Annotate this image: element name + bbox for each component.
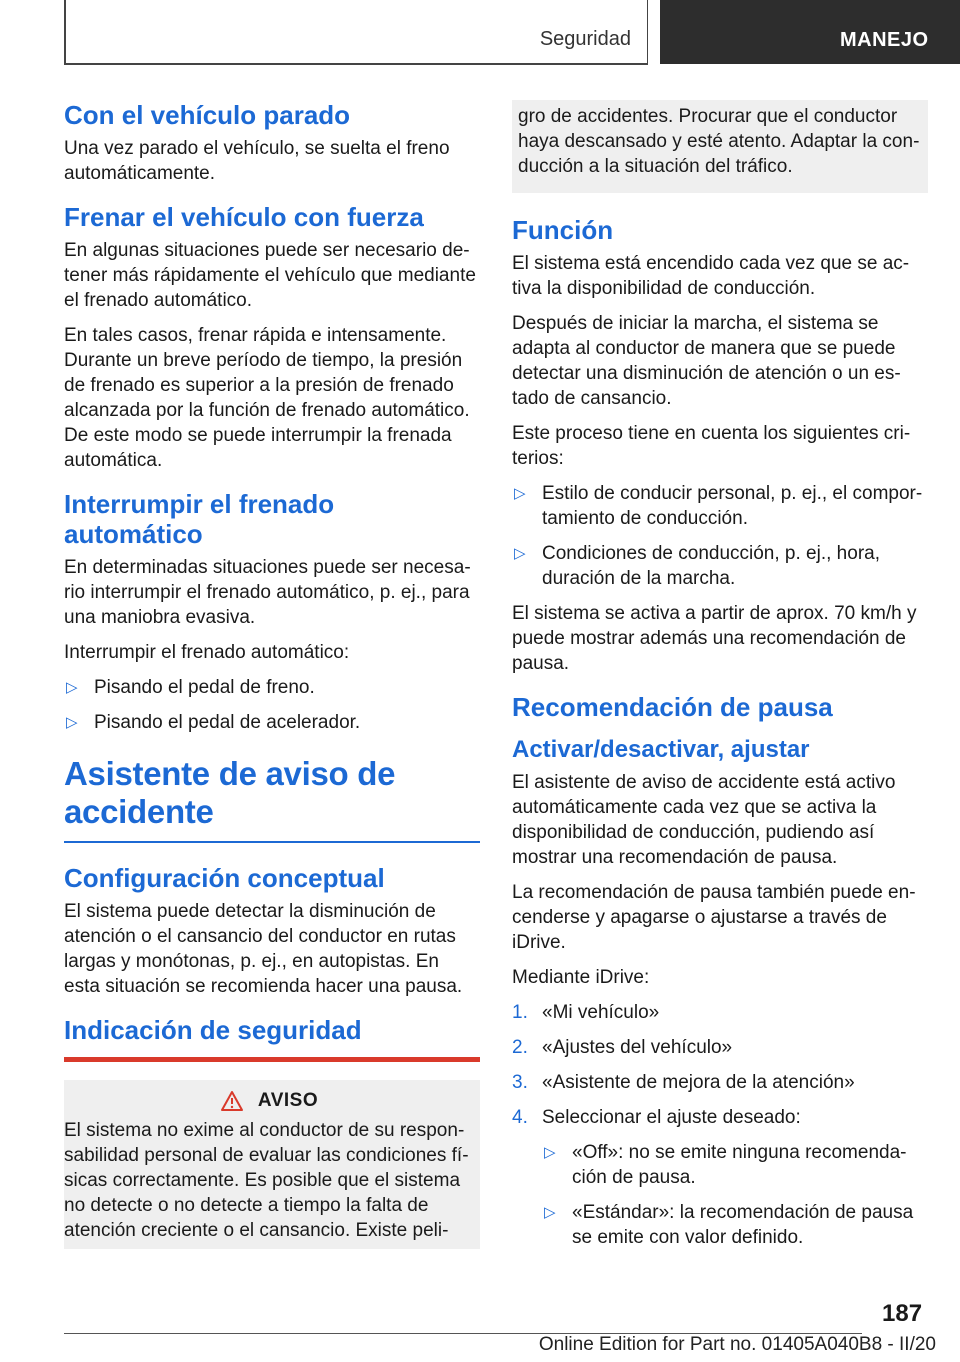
- section-title-brake-hard: Frenar el vehículo con fuerza: [64, 202, 424, 232]
- warning-box-continued: [512, 100, 928, 193]
- list-item: ▷ «Estándar»: la recomendación de pausa se emite con valor definido.: [544, 1202, 914, 1248]
- warning-triangle-icon: [220, 1090, 244, 1112]
- paragraph: En determinadas situaciones puede ser necesario interrumpir el frenado automático, p. ej., para una maniobra evasiva.: [64, 557, 471, 628]
- warning-text-continued: gro de accidentes. Procurar que el conductor haya descansado y esté atento. Adaptar la conducción a la situación del tráfico.: [518, 106, 920, 177]
- paragraph: Mediante iDrive:: [512, 967, 650, 988]
- left-column: [64, 100, 480, 1249]
- header-section-tab: [64, 0, 648, 64]
- section-title-function: Función: [512, 215, 614, 245]
- header-chapter-label: MANEJO: [840, 29, 929, 51]
- right-column: [512, 100, 928, 1260]
- warning-text: El sistema no exime al conductor de su responsabilidad personal de evaluar las condiciones físicas correctamente. Es posible que el sistema no detecte o no detecte a tiempo la falta de atención creciente o el cansancio. Existe peli-: [64, 1119, 469, 1241]
- section-title-interrupt: Interrumpir el frenado automático: [64, 489, 335, 549]
- chapter-title: Asistente de aviso de accidente: [64, 755, 396, 830]
- section-title-stopped: Con el vehículo parado: [64, 100, 351, 130]
- list-item: ▷ Pisando el pedal de freno.: [66, 677, 315, 698]
- interrupt-list: [64, 675, 480, 735]
- paragraph: La recomendación de pausa también puede encenderse y apagarse o ajustarse a través de iDrive.: [512, 882, 916, 953]
- paragraph: El sistema está encendido cada vez que se activa la disponibilidad de conducción.: [512, 253, 910, 299]
- list-item: ▷ «Off»: no se emite ninguna recomendación de pausa.: [544, 1142, 907, 1188]
- idrive-steps: [512, 1000, 928, 1250]
- header-chapter-tab: [660, 0, 960, 64]
- triangle-right-outline-icon: ▷: [66, 679, 78, 696]
- triangle-right-outline-icon: ▷: [514, 545, 526, 562]
- paragraph: En tales casos, frenar rápida e intensamente. Durante un breve período de tiempo, la presión de frenado es superior a la presión de frenado alcanzada por la función de frenado automático. De este modo se puede interrumpir la frenada automática.: [64, 325, 470, 471]
- section-title-pause: Recomendación de pausa: [512, 692, 833, 722]
- paragraph: El sistema puede detectar la disminución de atención o el cansancio del conductor en rutas largas y monótonas, p. ej., en autopistas. En esta situación se recomienda hacer una pausa.: [64, 900, 463, 997]
- paragraph: El sistema se activa a partir de aprox. 70 km/h y puede mostrar además una recomendación de pausa.: [512, 603, 917, 674]
- page-number: 187: [882, 1300, 923, 1327]
- list-item: ▷ Estilo de conducir personal, p. ej., el comportamiento de conducción.: [514, 483, 923, 529]
- list-item: 2. «Ajustes del vehículo»: [512, 1037, 733, 1058]
- warning-box: [64, 1080, 480, 1249]
- paragraph: Una vez parado el vehículo, se suelta el freno automáticamente.: [64, 138, 450, 184]
- triangle-right-outline-icon: ▷: [544, 1204, 556, 1221]
- triangle-right-outline-icon: ▷: [544, 1144, 556, 1161]
- option-sublist: [542, 1140, 928, 1250]
- list-item: 3. «Asistente de mejora de la atención»: [512, 1072, 855, 1093]
- footer-edition: Online Edition for Part no. 01405A040B8 - II/20: [538, 1334, 936, 1355]
- subsection-title-activate: Activar/desactivar, ajustar: [512, 736, 810, 763]
- list-item: ▷ Condiciones de conducción, p. ej., hora, duración de la marcha.: [514, 543, 880, 589]
- header-left-border: [64, 0, 66, 64]
- paragraph: Interrumpir el frenado automático:: [64, 642, 350, 663]
- chapter-divider: [64, 841, 480, 843]
- warning-label: AVISO: [257, 1089, 319, 1111]
- paragraph: El asistente de aviso de accidente está activo automáticamente cada vez que se activa la disponibilidad de conducción, pudiendo así mostrar una recomendación de pausa.: [512, 772, 896, 868]
- header-bottom-border: [64, 63, 648, 65]
- triangle-right-outline-icon: ▷: [514, 485, 526, 502]
- list-item: ▷ Pisando el pedal de acelerador.: [66, 712, 361, 733]
- warning-header: [64, 1082, 474, 1118]
- section-title-safety: Indicación de seguridad: [64, 1014, 362, 1045]
- warning-bar: [64, 1057, 480, 1062]
- section-title-concept: Configuración conceptual: [64, 862, 385, 893]
- paragraph: Este proceso tiene en cuenta los siguientes criterios:: [512, 423, 911, 469]
- paragraph: Después de iniciar la marcha, el sistema se adapta al conductor de manera que se puede detectar una disminución de atención o un estado de cansancio.: [512, 313, 901, 409]
- triangle-right-outline-icon: ▷: [66, 714, 78, 731]
- paragraph: En algunas situaciones puede ser necesario detener más rápidamente el vehículo que mediante el frenado automático.: [64, 240, 476, 311]
- header-section-label: Seguridad: [539, 28, 631, 50]
- list-item: 1. «Mi vehículo»: [512, 1002, 660, 1023]
- list-item: 4. Seleccionar el ajuste deseado: ▷ «Off»: no se emite ninguna recomendación de pausa. ▷ «Estándar»: la recomendación de pausa se emite con valor definido.: [512, 1105, 928, 1250]
- criteria-list: [512, 481, 928, 591]
